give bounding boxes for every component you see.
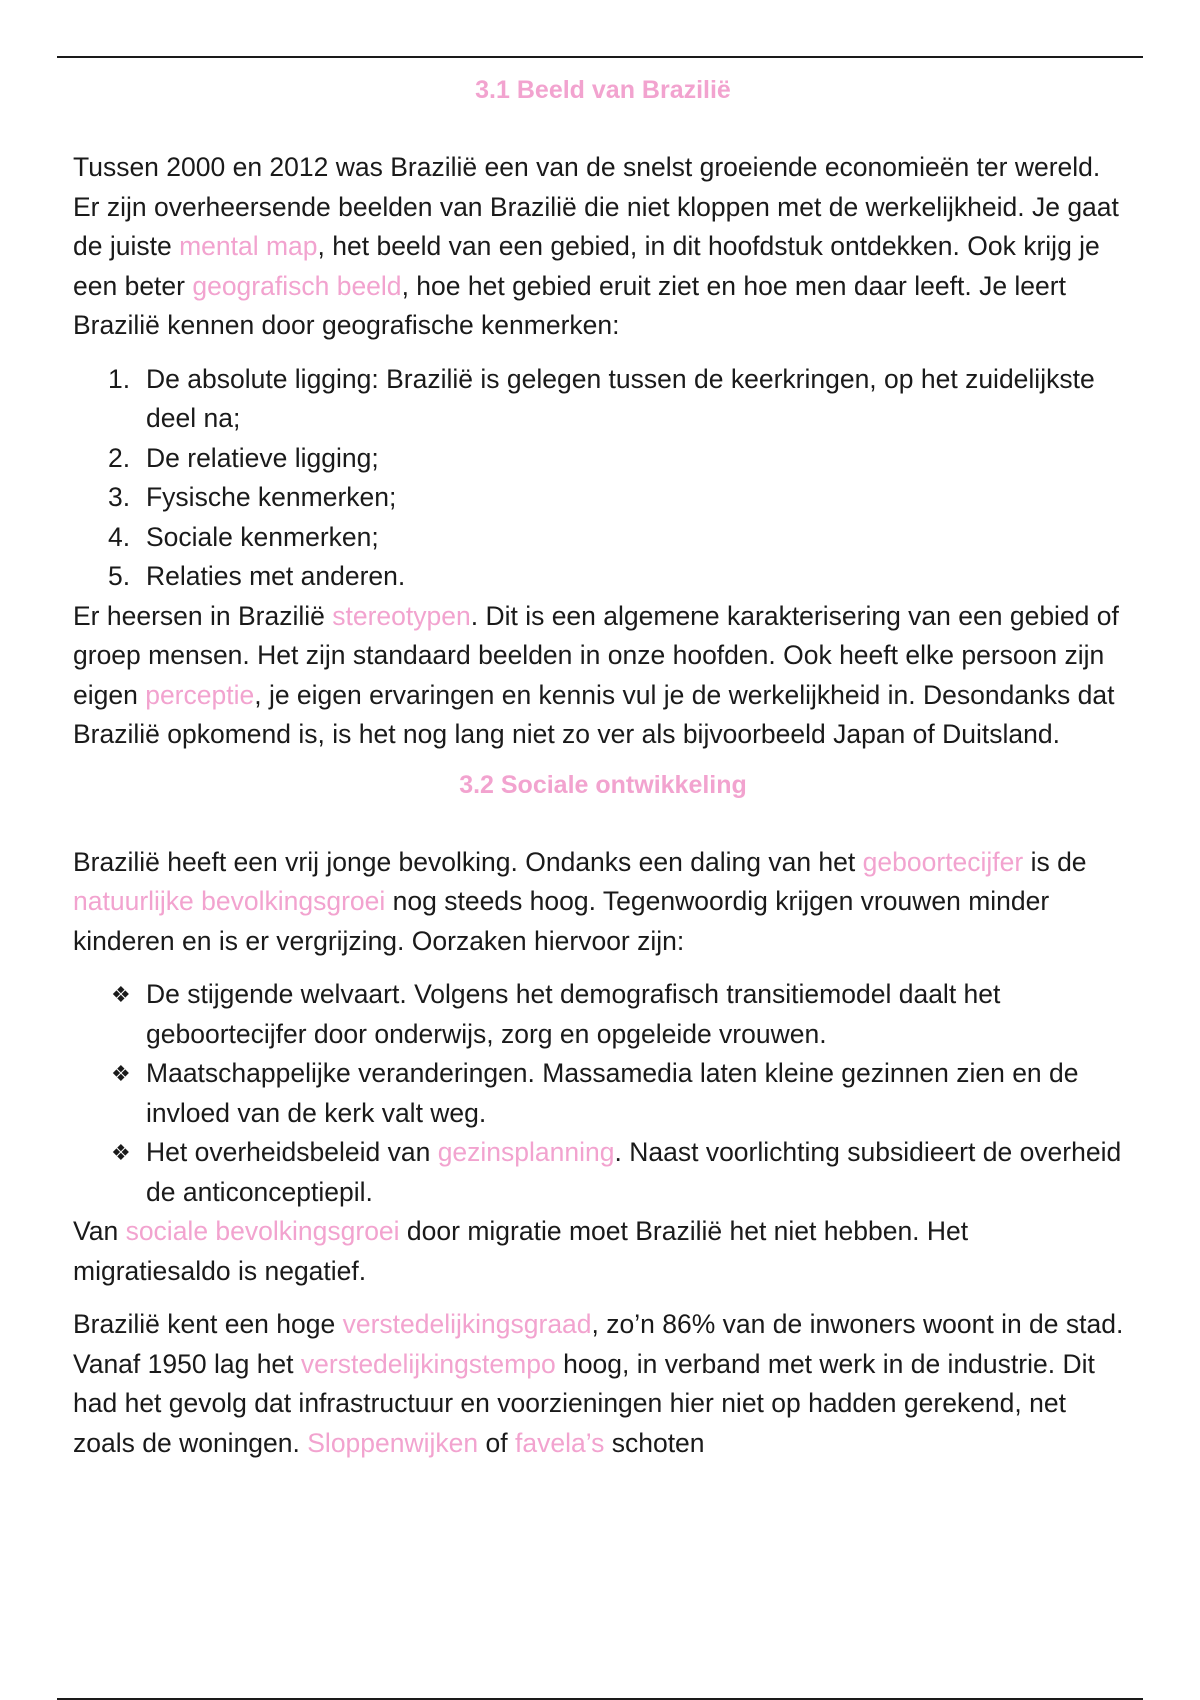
stereotypes-paragraph: Er heersen in Brazilië stereotypen. Dit is een algemene karakterisering van een gebied of groep mensen. Het zijn standaard beelden in onze hoofden. Ook heeft elke persoon zijn eigen perceptie, je eigen ervaringen en kennis vul je de werkelijkheid in. Desondanks dat Brazilië opkomend is, is het nog lang niet zo ver als bijvoorbeeld Japan of Duitsland. <box>73 600 1119 749</box>
keyword-gezinsplanning: gezinsplanning <box>437 1137 615 1167</box>
list-item: ❖ Maatschappelijke veranderingen. Massamedia laten kleine gezinnen zien en de invloed van de kerk valt weg. <box>73 1054 1133 1133</box>
keyword-sociale-bevolkingsgroei: sociale bevolkingsgroei <box>125 1216 400 1246</box>
keyword-sloppenwijken: Sloppenwijken <box>307 1427 479 1458</box>
bullet-list <box>73 975 1133 1212</box>
list-item: 3. Fysische kenmerken; <box>108 482 397 512</box>
keyword-geboortecijfer: geboortecijfer <box>862 846 1024 877</box>
keyword-natuurlijke-bevolkingsgroei: natuurlijke bevolkingsgroei <box>73 886 386 916</box>
diamond-bullet-icon: ❖ <box>111 982 131 1007</box>
top-rule <box>57 56 1143 58</box>
list-item: 4. Sociale kenmerken; <box>108 521 379 552</box>
section-heading-3-1: 3.1 Beeld van Brazilië <box>475 76 731 104</box>
diamond-bullet-icon: ❖ <box>111 1061 131 1086</box>
list-item: ❖ Het overheidsbeleid van gezinsplanning. Naast voorlichting subsidieert de overheid de anticonceptiepil. <box>73 1133 1133 1212</box>
population-paragraph: Brazilië heeft een vrij jonge bevolking. Ondanks een daling van het geboortecijfer is de natuurlijke bevolkingsgroei nog steeds hoog. Tegenwoordig krijgen vrouwen minder kinderen en is er vergrijzing. Oorzaken hiervoor zijn: <box>73 846 1087 956</box>
list-item: ❖ De stijgende welvaart. Volgens het demografisch transitiemodel daalt het geboortecijfer door onderwijs, zorg en opgeleide vrouwen. <box>73 975 1133 1054</box>
keyword-perceptie: perceptie <box>145 679 255 710</box>
keyword-geografisch-beeld: geografisch beeld <box>192 270 402 301</box>
document-page <box>73 70 1133 1463</box>
list-item: 1. De absolute ligging: Brazilië is gelegen tussen de keerkringen, op het zuidelijkste deel na; <box>108 363 1095 433</box>
keyword-mental-map: mental map <box>179 231 318 261</box>
keyword-verstedelijkingsgraad: verstedelijkingsgraad <box>342 1309 592 1339</box>
section-heading-3-2: 3.2 Sociale ontwikkeling <box>459 770 747 799</box>
keyword-verstedelijkingstempo: verstedelijkingstempo <box>300 1348 556 1379</box>
list-item: 5. Relaties met anderen. <box>108 561 406 591</box>
keyword-favelas: favela’s <box>514 1427 605 1458</box>
migration-paragraph: Van sociale bevolkingsgroei door migratie moet Brazilië het niet hebben. Het migratiesaldo is negatief. <box>73 1216 969 1286</box>
diamond-bullet-icon: ❖ <box>111 1140 131 1165</box>
urbanization-paragraph: Brazilië kent een hoge verstedelijkingsgraad, zo’n 86% van de inwoners woont in de stad. Vanaf 1950 lag het verstedelijkingstempo hoog, in verband met werk in de industrie. Dit had het gevolg dat infrastructuur en voorzieningen hier niet op hadden gerekend, net zoals de woningen. Sloppenwijken of favela’s schoten <box>73 1309 1124 1458</box>
list-item: 2. De relatieve ligging; <box>108 442 379 473</box>
keyword-stereotypen: stereotypen <box>332 600 471 631</box>
numbered-list <box>73 360 1133 597</box>
intro-paragraph: Tussen 2000 en 2012 was Brazilië een van de snelst groeiende economieën ter wereld. Er zijn overheersende beelden van Brazilië die niet kloppen met de werkelijkheid. Je gaat de juiste mental map, het beeld van een gebied, in dit hoofdstuk ontdekken. Ook krijg je een beter geografisch beeld, hoe het gebied eruit ziet en hoe men daar leeft. Je leert Brazilië kennen door geografische kenmerken: <box>73 152 1119 340</box>
